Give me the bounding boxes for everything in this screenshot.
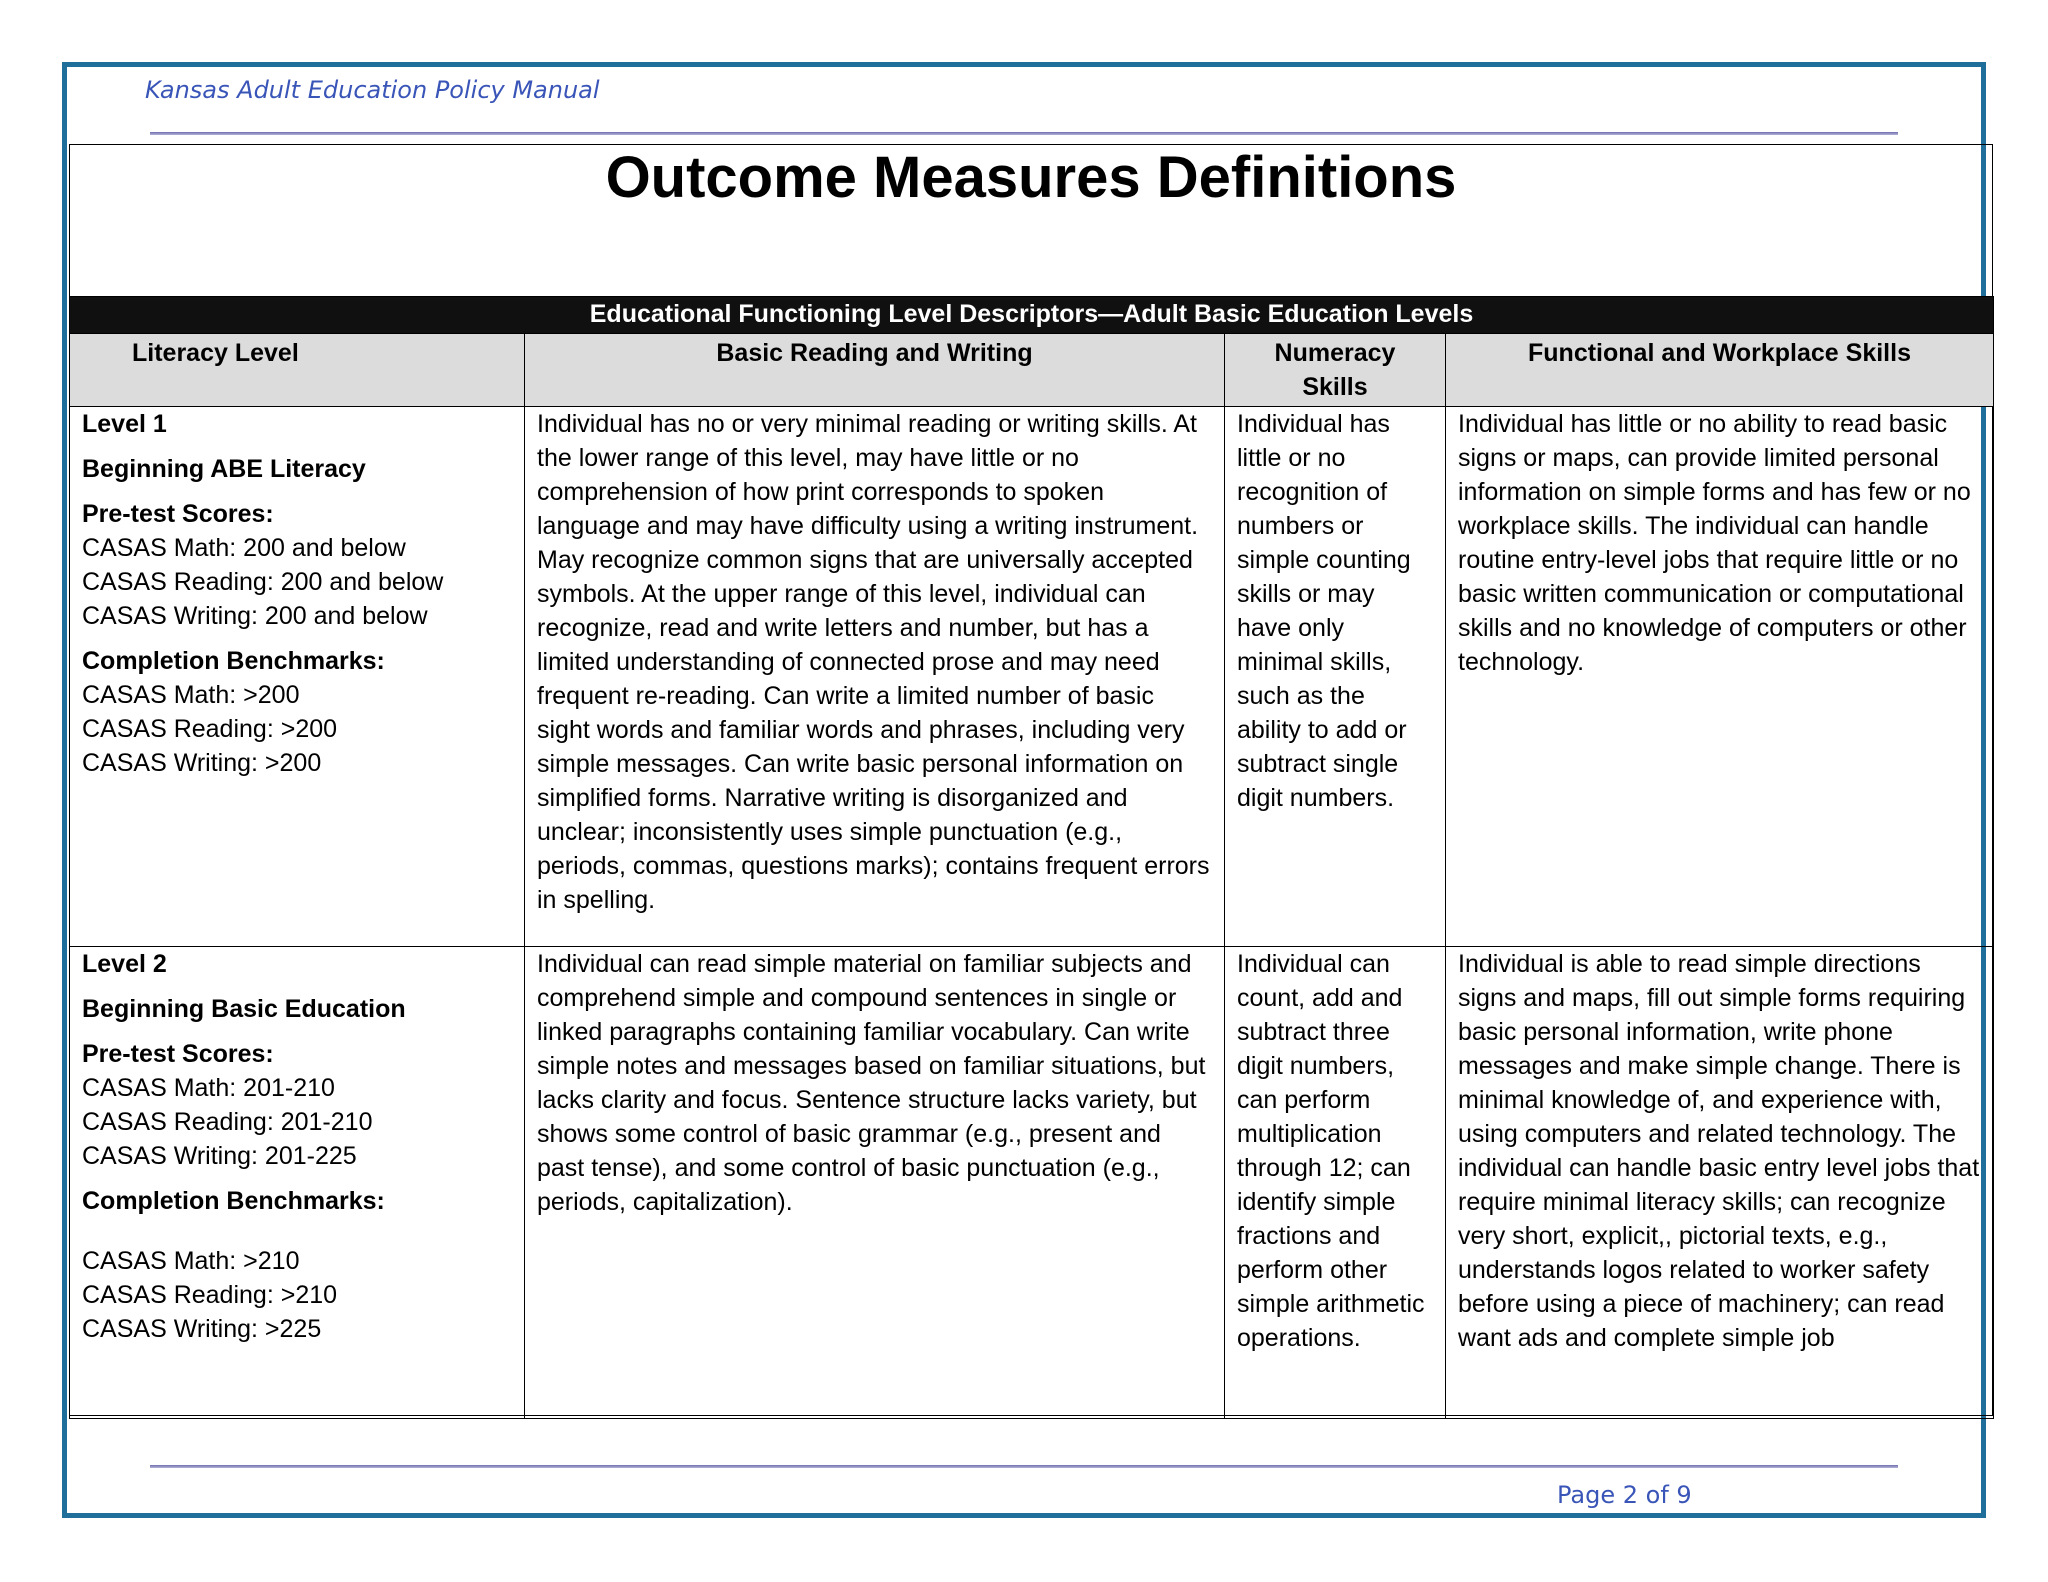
functional-cell: Individual is able to read simple directions signs and maps, fill out simple forms requiring basic personal information, write phone messages and make simple change. There is minimal knowledge of, and experience with, using computers and related technology. The individual can handle basic entry level jobs that require minimal literacy skills; can recognize very short, explicit,, pictorial texts, e.g., understands logos related to worker safety before using a piece of machinery; can read want ads and complete simple job xyxy=(1446,947,1994,1419)
table-caption: Educational Functioning Level Descriptors—Adult Basic Education Levels xyxy=(70,297,1994,334)
reading-writing-cell: Individual can read simple material on familiar subjects and comprehend simple and compound sentences in single or linked paragraphs containing familiar vocabulary. Can write simple notes and messages based on familiar situations, but lacks clarity and focus. Sentence structure lacks variety, but shows some control of basic grammar (e.g., present and past tense), and some control of basic punctuation (e.g., periods, capitalization). xyxy=(525,947,1225,1419)
pretest-label: Pre-test Scores: xyxy=(82,1040,274,1068)
table-row xyxy=(70,947,1994,1419)
header-numeracy-line1: Numeracy xyxy=(1274,339,1396,367)
header-functional-workplace: Functional and Workplace Skills xyxy=(1446,334,1994,407)
completion-label: Completion Benchmarks: xyxy=(82,647,385,675)
completion-score: CASAS Reading: >200 xyxy=(82,715,338,743)
pretest-score: CASAS Writing: 200 and below xyxy=(82,602,428,630)
footer-rule xyxy=(150,1465,1898,1468)
completion-label: Completion Benchmarks: xyxy=(82,1187,385,1215)
header-literacy-level: Literacy Level xyxy=(70,334,525,407)
numeracy-cell: Individual has little or no recognition of numbers or simple counting skills or may have only minimal skills, such as the ability to add or subtract single digit numbers. xyxy=(1225,407,1446,947)
page-title: Outcome Measures Definitions xyxy=(605,145,1457,210)
numeracy-cell: Individual can count, add and subtract three digit numbers, can perform multiplication through 12; can identify simple fractions and perform other simple arithmetic operations. xyxy=(1225,947,1446,1419)
completion-score: CASAS Writing: >225 xyxy=(82,1315,322,1343)
functional-cell: Individual has little or no ability to read basic signs or maps, can provide limited personal information on simple forms and has few or no workplace skills. The individual can handle routine entry-level jobs that require little or no basic written communication or computational skills and no knowledge of computers or other technology. xyxy=(1446,407,1994,947)
completion-score: CASAS Reading: >210 xyxy=(82,1281,338,1309)
efl-table xyxy=(69,296,1994,1419)
pretest-label: Pre-test Scores: xyxy=(82,500,274,528)
level-label: Level 2 xyxy=(82,950,167,978)
pretest-score: CASAS Reading: 200 and below xyxy=(82,568,444,596)
table-row xyxy=(70,407,1994,947)
completion-score: CASAS Math: >210 xyxy=(82,1247,300,1275)
header-reading-writing: Basic Reading and Writing xyxy=(525,334,1225,407)
pretest-score: CASAS Writing: 201-225 xyxy=(82,1142,357,1170)
pretest-score: CASAS Reading: 201-210 xyxy=(82,1108,373,1136)
reading-writing-cell: Individual has no or very minimal reading or writing skills. At the lower range of this level, may have little or no comprehension of how print corresponds to spoken language and may have difficulty using a writing instrument. May recognize common signs that are universally accepted symbols. At the upper range of this level, individual can recognize, read and write letters and number, but has a limited understanding of connected prose and may need frequent re-reading. Can write a limited number of basic sight words and familiar words and phrases, including very simple messages. Can write basic personal information on simplified forms. Narrative writing is disorganized and unclear; inconsistently uses simple punctuation (e.g., periods, commas, questions marks); contains frequent errors in spelling. xyxy=(525,407,1225,947)
header-rule xyxy=(150,132,1898,135)
literacy-level-cell xyxy=(70,947,525,1419)
level-label: Level 1 xyxy=(82,410,167,438)
completion-score: CASAS Writing: >200 xyxy=(82,749,322,777)
level-name: Beginning ABE Literacy xyxy=(82,455,366,483)
header-numeracy-line2: Skills xyxy=(1302,373,1368,401)
level-name: Beginning Basic Education xyxy=(82,995,406,1023)
literacy-level-cell xyxy=(70,407,525,947)
pretest-score: CASAS Math: 200 and below xyxy=(82,534,406,562)
page-number: Page 2 of 9 xyxy=(1557,1481,1692,1509)
running-header: Kansas Adult Education Policy Manual xyxy=(145,76,600,104)
pretest-score: CASAS Math: 201-210 xyxy=(82,1074,335,1102)
header-numeracy xyxy=(1225,334,1446,407)
completion-score: CASAS Math: >200 xyxy=(82,681,300,709)
